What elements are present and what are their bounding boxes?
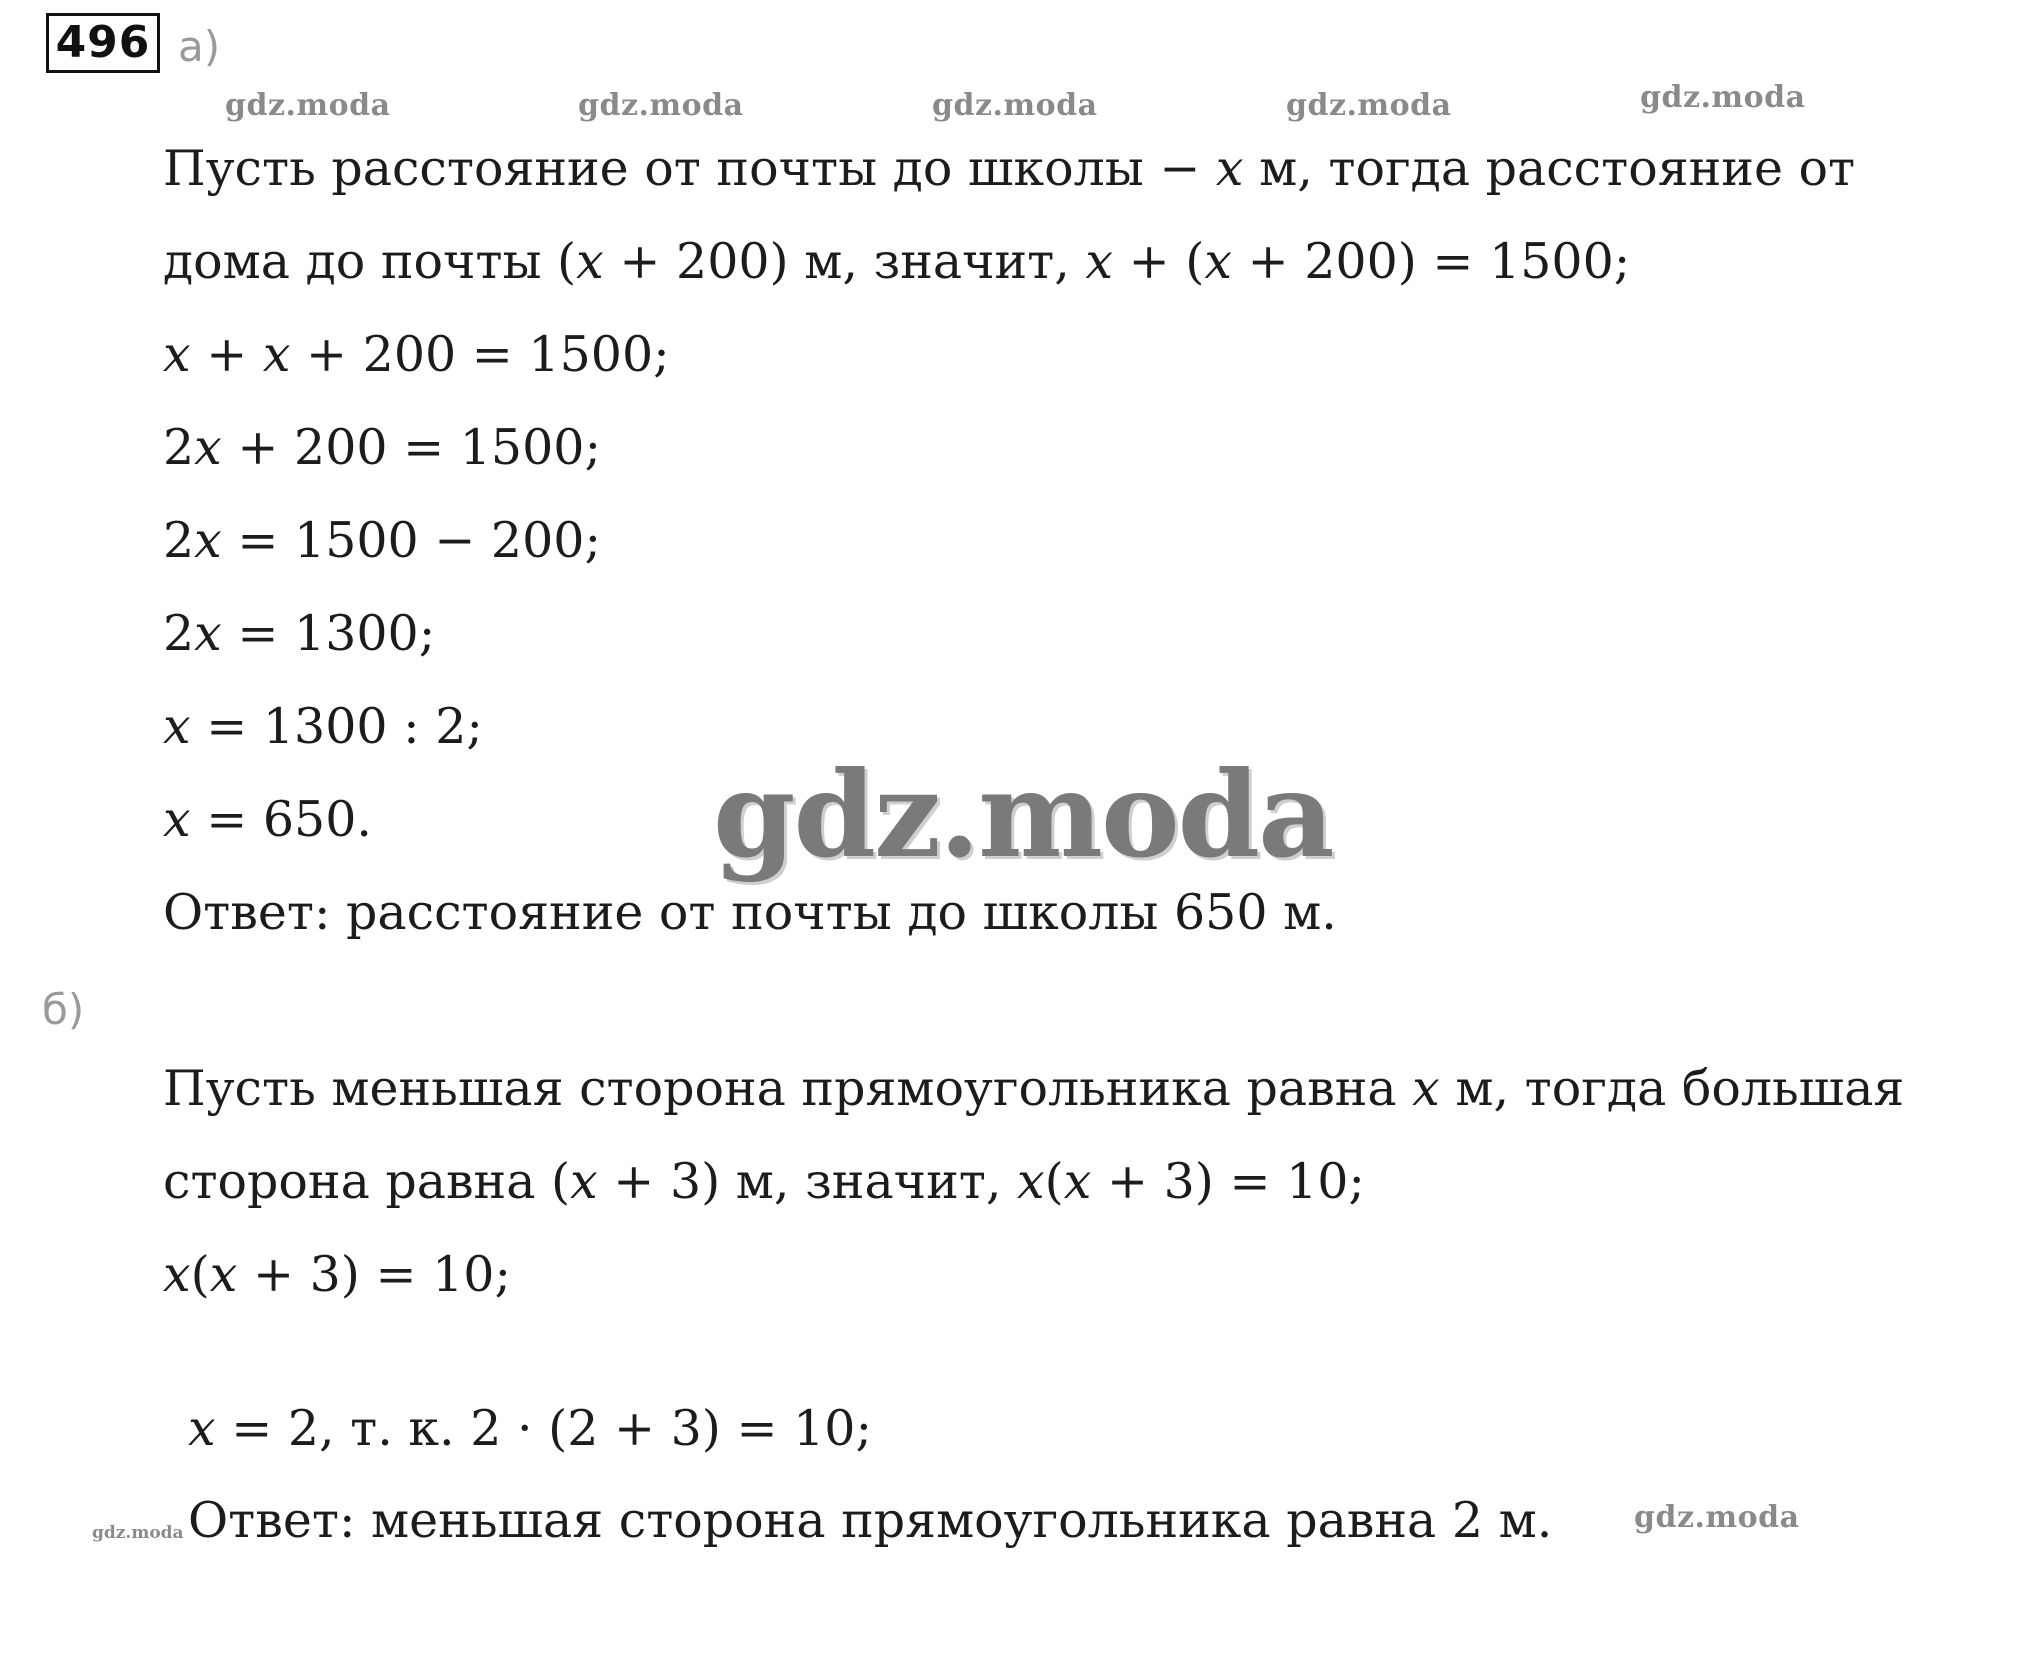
answer-line: Ответ: меньшая сторона прямоугольника равна 2 м. <box>188 1492 1553 1549</box>
watermark: gdz.moda <box>92 1523 184 1543</box>
solution-line: 2𝑥 + 200 = 1500; <box>163 419 601 476</box>
solution-line: 𝑥 = 1300 : 2; <box>163 698 483 755</box>
watermark: gdz.moda <box>578 88 744 123</box>
watermark: gdz.moda <box>1640 80 1806 115</box>
part-b-label: б) <box>42 985 85 1034</box>
watermark: gdz.moda <box>225 88 391 123</box>
solution-line: 𝑥 + 𝑥 + 200 = 1500; <box>163 326 670 383</box>
solution-line: Пусть расстояние от почты до школы − 𝑥 м, тогда расстояние от <box>163 140 1856 197</box>
answer-line: Ответ: расстояние от почты до школы 650 м. <box>163 884 1337 941</box>
solution-line: 𝑥(𝑥 + 3) = 10; <box>163 1246 511 1303</box>
solution-line: 𝑥 = 650. <box>163 791 372 848</box>
problem-number: 496 <box>46 13 160 73</box>
solution-line: 2𝑥 = 1500 − 200; <box>163 512 601 569</box>
solution-line: 2𝑥 = 1300; <box>163 605 436 662</box>
watermark-large: gdz.moda <box>713 745 1333 884</box>
part-a-label: а) <box>178 22 221 71</box>
watermark: gdz.moda <box>1634 1500 1800 1535</box>
solution-line: сторона равна (𝑥 + 3) м, значит, 𝑥(𝑥 + 3) = 10; <box>163 1153 1365 1210</box>
solution-line: Пусть меньшая сторона прямоугольника равна 𝑥 м, тогда большая <box>163 1060 1905 1117</box>
solution-line: 𝑥 = 2, т. к. 2 · (2 + 3) = 10; <box>188 1400 872 1457</box>
solution-line: дома до почты (𝑥 + 200) м, значит, 𝑥 + (𝑥 + 200) = 1500; <box>163 233 1631 290</box>
watermark: gdz.moda <box>1286 88 1452 123</box>
watermark: gdz.moda <box>932 88 1098 123</box>
